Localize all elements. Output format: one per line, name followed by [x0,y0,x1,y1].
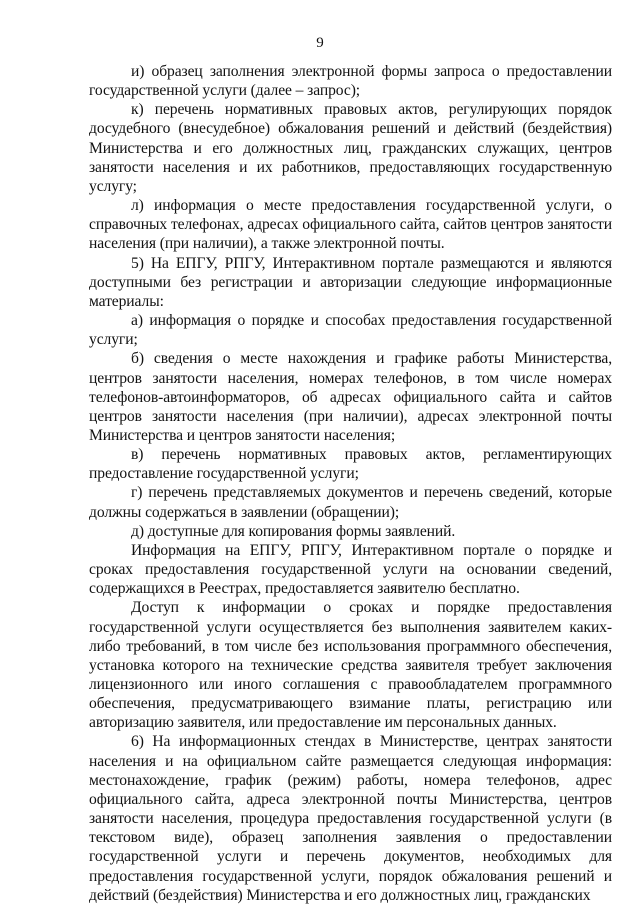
paragraph-item-d: д) доступные для копирования формы заявлений. [131,522,456,540]
page-number: 9 [316,35,324,51]
paragraph-clause-6: 6) На информационных стендах в Министерстве, центрах занятости населения и на официальном сайте размещается следующая информация: местонахождение, график (режим) работы, номера телефонов, адрес официального сайта, адреса электронной почты Министерства, центров занятости населения, процедура предоставления государственной услуги (в текстовом виде), образец заполнения заявления о предоставлении государственной услуги и перечень документов, необходимых для предоставления государственной услуги, порядок обжалования решений и действий (бездействия) Министерства и его должностных лиц, гражданских [89,733,612,904]
paragraph-item-l: л) информация о месте предоставления государственной услуги, о справочных телефонах, адресах официального сайта, сайтов центров занятости населения (при наличии), а также электронной почты. [89,197,612,253]
paragraph-item-g: г) перечень представляемых документов и перечень сведений, которые должны содержаться в заявлении (обращении); [89,484,612,521]
paragraph-item-i: и) образец заполнения электронной формы запроса о предоставлении государственной услуги (далее – запрос); [89,63,612,100]
paragraph-item-b: б) сведения о месте нахождения и графике работы Министерства, центров занятости населения, номерах телефонов, в том числе номерах телефонов-автоинформаторов, об адресах официального сайта и сайтов центров занятости населения (при наличии), адресах электронной почты Министерства и центров занятости населения; [89,350,612,444]
paragraph-item-v: в) перечень нормативных правовых актов, регламентирующих предоставление государственной услуги; [89,446,612,483]
paragraph-item-k: к) перечень нормативных правовых актов, регулирующих порядок досудебного (внесудебное) обжалования решений и действий (бездействия) Министерства и его должностных лиц, гражданских служащих, центров занятости населения и их работников, предоставляющих государственную услугу; [89,101,612,195]
paragraph-item-a: а) информация о порядке и способах предоставления государственной услуги; [89,312,612,349]
paragraph-portal-info: Информация на ЕПГУ, РПГУ, Интерактивном портале о порядке и сроках предоставления государственной услуги на основании сведений, содержащихся в Реестрах, предоставляется заявителю бесплатно. [89,541,612,598]
paragraph-clause-5: 5) На ЕПГУ, РПГУ, Интерактивном портале размещаются и являются доступными без регистрации и авторизации следующие информационные материалы: [89,254,612,310]
document-body [89,62,612,905]
paragraph-access-info: Доступ к информации о сроках и порядке предоставления государственной услуги осуществляется без выполнения заявителем каких-либо требований, в том числе без использования программного обеспечения, установка которого на технические средства заявителя требует заключения лицензионного или иного соглашения с правообладателем программного обеспечения, предусматривающего взимание платы, регистрацию или авторизацию заявителя, или предоставление им персональных данных. [89,599,612,732]
